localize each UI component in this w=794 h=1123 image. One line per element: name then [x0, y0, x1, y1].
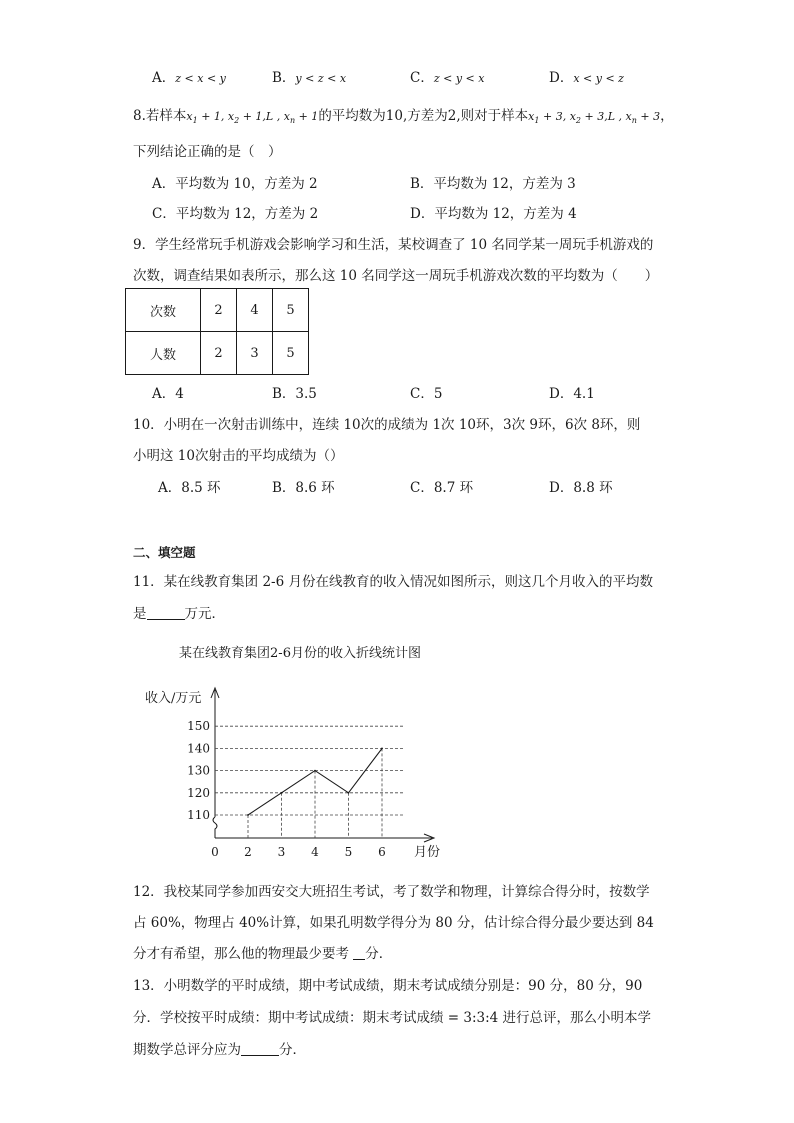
q7-option-b: B．y < z < x: [272, 70, 347, 86]
q7-option-a: A．z < x < y: [152, 70, 226, 86]
q7-option-d: D．x < y < z: [549, 70, 624, 86]
table-cell: 5: [273, 332, 309, 375]
section-title: 二、填空题: [133, 545, 196, 560]
q8-option-d: D．平均数为 12，方差为 4: [410, 206, 577, 222]
data-point: [281, 792, 283, 794]
data-point: [247, 814, 249, 816]
axis-break: [213, 817, 217, 838]
y-tick-label: 110: [187, 808, 210, 822]
table-cell: 3: [237, 332, 273, 375]
x-tick-label: 3: [277, 845, 286, 859]
q10-stem-line1: 10．小明在一次射击训练中，连续 10次的成绩为 1次 10环，3次 9环，6次 8环，则: [133, 417, 641, 433]
table-cell: 5: [273, 289, 309, 332]
answer-blank: [241, 1043, 279, 1056]
q9-option-a: A．4: [152, 386, 184, 402]
table-row: [126, 289, 309, 332]
q12-stem-line1: 12．我校某同学参加西安交大班招生考试，考了数学和物理，计算综合得分时，按数学: [133, 884, 650, 900]
x-axis-label: 月份: [414, 845, 441, 860]
q9-stem-line2: 次数，调查结果如表所示，那么这 10 名同学这一周玩手机游戏次数的平均数为（ ）: [133, 268, 659, 284]
q11-stem-line2: 是 万元．: [133, 606, 225, 622]
q13-stem-line3: 期数学总评分应为 分．: [133, 1042, 306, 1058]
answer-blank: [147, 607, 185, 620]
data-point: [314, 770, 316, 772]
q8-option-b: B．平均数为 12，方差为 3: [410, 176, 576, 192]
x-tick-label: 4: [311, 845, 319, 859]
q12-stem-line3: 分才有希望，那么他的物理最少要考 分．: [133, 946, 393, 962]
y-axis-label: 收入/万元: [145, 691, 202, 706]
chart-title: 某在线教育集团2-6月份的收入折线统计图: [179, 646, 421, 661]
q10-option-d: D．8.8 环: [549, 480, 613, 496]
q10-option-c: C．8.7 环: [410, 480, 474, 496]
q11-stem-line1: 11．某在线教育集团 2-6 月份在线教育的收入情况如图所示，则这几个月收入的平均数: [133, 574, 653, 590]
q9-option-d: D．4.1: [549, 386, 595, 402]
q8-stem-line2: 下列结论正确的是（ ）: [133, 144, 282, 160]
q7-option-c: C．z < y < x: [410, 70, 485, 86]
table-cell: 2: [201, 289, 237, 332]
q9-table: [125, 288, 309, 375]
y-tick-label: 140: [187, 741, 210, 756]
answer-blank: [353, 947, 365, 960]
q9-option-c: C．5: [410, 386, 443, 402]
line-chart: [140, 640, 460, 870]
q13-stem-line2: 分．学校按平时成绩：期中考试成绩：期末考试成绩 = 3:3:4 进行总评，那么小明本学: [133, 1010, 652, 1026]
q10-stem-line2: 小明这 10次射击的平均成绩为（）: [133, 448, 344, 464]
x-tick-label: 0: [211, 845, 219, 859]
q8-option-c: C．平均数为 12，方差为 2: [152, 206, 319, 222]
y-tick-label: 130: [187, 763, 210, 778]
x-tick-label: 5: [344, 845, 353, 859]
q9-stem-line1: 9．学生经常玩手机游戏会影响学习和生活，某校调查了 10 名同学某一周玩手机游戏的: [133, 237, 654, 253]
data-point: [381, 748, 383, 750]
q10-option-b: B．8.6 环: [272, 480, 335, 496]
table-cell: 2: [201, 332, 237, 375]
table-header-people: 人数: [126, 332, 201, 375]
x-tick-label: 6: [378, 845, 386, 859]
q8-option-a: A．平均数为 10，方差为 2: [152, 176, 318, 192]
y-tick-label: 120: [187, 785, 210, 800]
table-header-times: 次数: [126, 289, 201, 332]
y-tick-label: 150: [187, 719, 210, 734]
q13-stem-line1: 13．小明数学的平时成绩，期中考试成绩，期末考试成绩分别是：90 分，80 分，90: [133, 978, 643, 994]
data-point: [348, 792, 350, 794]
table-cell: 4: [237, 289, 273, 332]
table-row: [126, 332, 309, 375]
q12-stem-line2: 占 60%，物理占 40%计算，如果孔明数学得分为 80 分，估计综合得分最少要达到 84: [133, 915, 654, 931]
q8-stem: 8.若样本$x_1 + 1$, $x_2 + 1,L$ , $x_n + 1$的平均数为10,方差为2,则对于样本$x_1 + 3$, $x_2 + 3,L$ , $x_n + 3$，: [133, 108, 674, 125]
x-tick-label: 2: [244, 845, 252, 859]
q10-option-a: A．8.5 环: [158, 480, 221, 496]
q9-option-b: B．3.5: [272, 386, 317, 402]
